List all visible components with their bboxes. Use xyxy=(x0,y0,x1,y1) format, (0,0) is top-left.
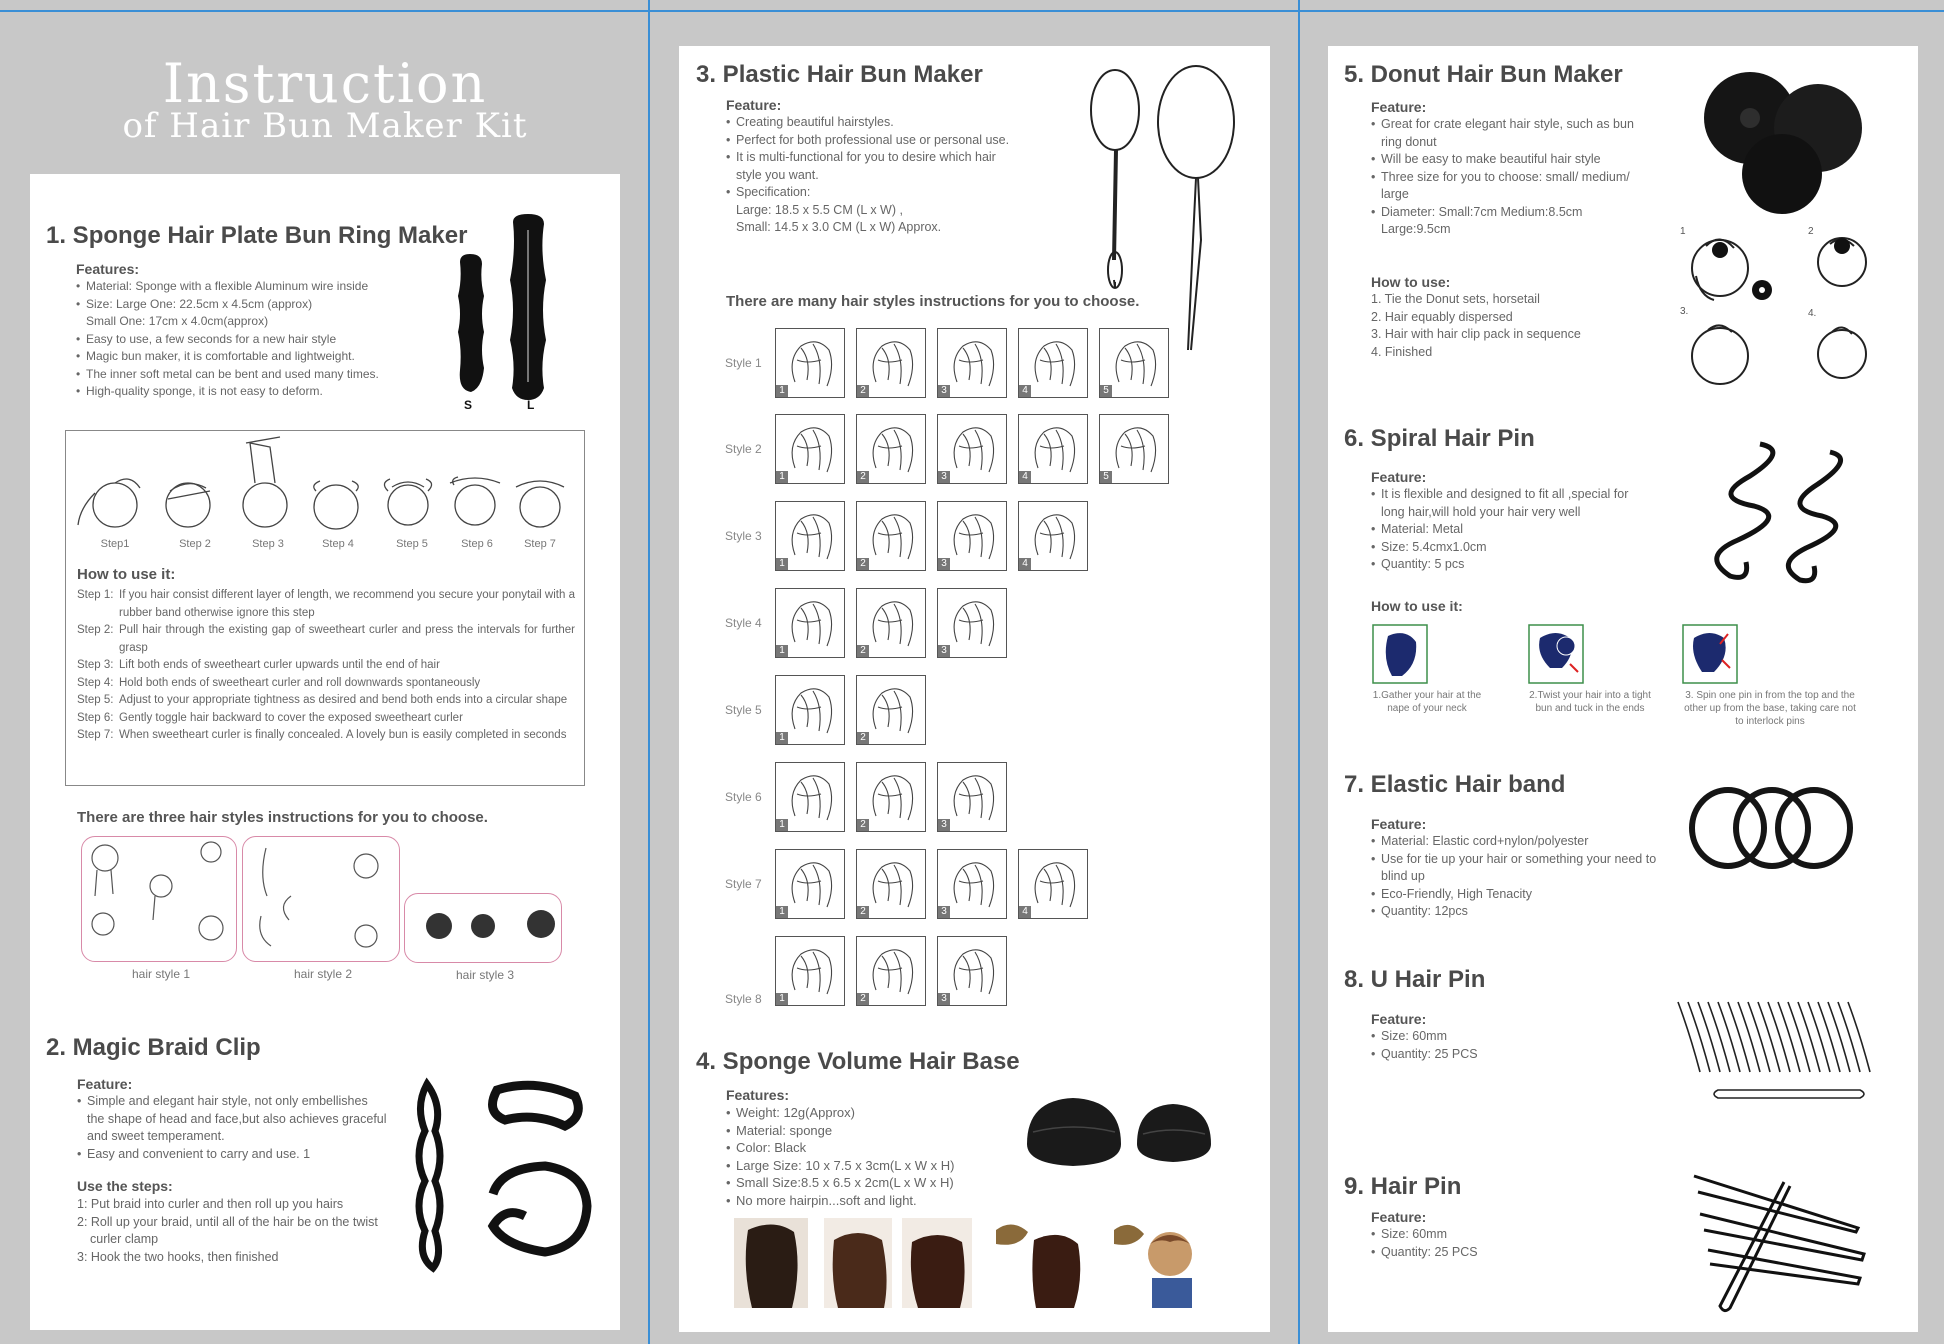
list-item: 3: Hook the two hooks, then finished xyxy=(77,1249,279,1264)
style-caption: hair style 2 xyxy=(293,967,353,981)
style-step-thumbnail xyxy=(775,762,845,832)
list-item: • Material: sponge xyxy=(726,1122,1026,1140)
style-step-thumbnail xyxy=(856,936,926,1006)
list-item: Small One: 17cm x 4.0cm(approx) xyxy=(86,314,269,328)
feature-label: Feature: xyxy=(1371,99,1427,115)
step-number: 1 xyxy=(776,819,788,831)
step-caption: Step 6 xyxy=(461,538,493,550)
step-key: Step 6: xyxy=(77,711,114,724)
section-heading: 1. Sponge Hair Plate Bun Ring Maker xyxy=(46,222,468,249)
style-step-thumbnail xyxy=(775,501,845,571)
step-number: 4 xyxy=(1019,558,1031,570)
list-item: • Weight: 12g(Approx) xyxy=(726,1104,1026,1122)
list-item: • No more hairpin...soft and light. xyxy=(726,1192,1026,1210)
step-text: If you hair consist different layer of length, we recommend you secure your ponytail with a rubber band otherwise ignore this step xyxy=(119,589,575,619)
step-number: 5 xyxy=(1100,471,1112,483)
style-step-thumbnail xyxy=(856,328,926,398)
sponge-bun-maker-icon xyxy=(440,210,570,415)
style-step-thumbnail xyxy=(937,501,1007,571)
step-number: 4 xyxy=(1019,906,1031,918)
list-item: • Material: Elastic cord+nylon/polyester xyxy=(1371,833,1661,851)
size-small-label: S xyxy=(464,398,473,412)
spiral-pin-icon xyxy=(1690,436,1860,586)
step-text: When sweetheart curler is finally concealed. A lovely bun is easily completed in seconds xyxy=(119,729,567,741)
style-label: Style 5 xyxy=(725,703,762,717)
features-label: Features: xyxy=(726,1087,790,1103)
style-step-thumbnail xyxy=(856,501,926,571)
step-number: 2 xyxy=(857,993,869,1005)
step-caption: Step1 xyxy=(100,538,130,550)
hair-style-sketches-icon xyxy=(81,836,561,962)
step-number: 1 xyxy=(776,993,788,1005)
features-list xyxy=(77,1093,387,1163)
donut-steps-sketch-icon xyxy=(1686,226,1876,396)
style-step-thumbnail xyxy=(937,328,1007,398)
list-item: • Size: Large One: 22.5cm x 4.5cm (approx) xyxy=(76,296,466,314)
style-label: Style 7 xyxy=(725,877,762,891)
features-list xyxy=(1371,833,1661,921)
section-heading: 5. Donut Hair Bun Maker xyxy=(1344,61,1623,88)
step-text: Pull hair through the existing gap of sweetheart curler and press the intervals for further grasp xyxy=(119,624,575,654)
step-key: Step 3: xyxy=(77,659,114,671)
list-item xyxy=(77,675,575,693)
list-item: • Small Size:8.5 x 6.5 x 2cm(L x W x H) xyxy=(726,1174,1026,1192)
step-key: Step 4: xyxy=(77,676,114,689)
style-step-thumbnail xyxy=(937,762,1007,832)
list-item: • Eco-Friendly, High Tenacity xyxy=(1371,886,1661,904)
features-list xyxy=(1371,486,1651,574)
step-number: 4 xyxy=(1019,471,1031,483)
list-item xyxy=(77,657,575,675)
step-key: Step 2: xyxy=(77,624,114,636)
step-key: Step 1: xyxy=(77,589,114,601)
list-item: • Material: Metal xyxy=(1371,521,1651,539)
donut-bun-icon xyxy=(1690,66,1880,216)
list-item: • The inner soft metal can be bent and used many times. xyxy=(76,366,466,384)
list-item: • Quantity: 25 PCS xyxy=(1371,1046,1571,1064)
howto-label: How to use it: xyxy=(1371,598,1463,614)
step-caption: Step 5 xyxy=(396,538,428,550)
features-list xyxy=(1371,116,1651,239)
features-label: Features: xyxy=(76,261,140,277)
step-number: 3 xyxy=(938,906,950,918)
step-text: Hold both ends of sweetheart curler and roll downwards spontaneously xyxy=(119,676,481,689)
style-step-thumbnail xyxy=(1018,328,1088,398)
features-list xyxy=(726,1104,1026,1209)
list-item xyxy=(77,622,575,657)
step-number: 2 xyxy=(857,819,869,831)
top-rule xyxy=(0,10,1944,12)
list-item: 1. Tie the Donut sets, horsetail xyxy=(1371,292,1540,306)
list-item: • Easy to use, a few seconds for a new hair style xyxy=(76,331,466,349)
list-item xyxy=(77,710,575,728)
list-item: • Creating beautiful hairstyles. xyxy=(726,114,1016,132)
style-step-thumbnail xyxy=(1099,328,1169,398)
list-item: • Magic bun maker, it is comfortable and lightweight. xyxy=(76,348,466,366)
bobby-pin-icon xyxy=(1690,1168,1870,1318)
list-item: • Large Size: 10 x 7.5 x 3cm(L x W x H) xyxy=(726,1157,1026,1175)
page-title: Instruction xyxy=(162,52,488,115)
list-item: Large: 18.5 x 5.5 CM (L x W) , xyxy=(736,202,903,217)
section-heading: 3. Plastic Hair Bun Maker xyxy=(696,61,983,88)
step-caption: 1.Gather your hair at the nape of your neck xyxy=(1372,690,1482,714)
list-item: • Simple and elegant hair style, not only embellishes the shape of head and face,but also achieves graceful and sweet temperament. xyxy=(77,1093,387,1146)
features-list xyxy=(1371,1028,1571,1063)
step-number: 1 xyxy=(776,558,788,570)
style-step-thumbnail xyxy=(937,936,1007,1006)
column-divider xyxy=(648,0,650,1344)
list-item: • Use for tie up your hair or something your need to blind up xyxy=(1371,851,1661,886)
howto-steps xyxy=(77,587,575,745)
step-number: 3 xyxy=(938,993,950,1005)
list-item: • Quantity: 12pcs xyxy=(1371,903,1661,921)
list-item xyxy=(77,587,575,622)
feature-label: Feature: xyxy=(1371,469,1427,485)
list-item xyxy=(77,692,575,710)
step-text: Gently toggle hair backward to cover the exposed sweetheart curler xyxy=(119,711,463,724)
figure-number: 2 xyxy=(1808,226,1814,237)
list-item: • Color: Black xyxy=(726,1139,1026,1157)
list-item: • Specification: xyxy=(726,184,1016,202)
list-item: • Great for crate elegant hair style, such as bun ring donut xyxy=(1371,116,1651,151)
howto-label: How to use: xyxy=(1371,274,1451,290)
step-number: 1 xyxy=(776,906,788,918)
list-item: • It is flexible and designed to fit all ,special for long hair,will hold your hair very well xyxy=(1371,486,1651,521)
section-heading: 9. Hair Pin xyxy=(1344,1173,1462,1200)
step-number: 2 xyxy=(857,385,869,397)
column-divider xyxy=(1298,0,1300,1344)
style-label: Style 6 xyxy=(725,790,762,804)
style-step-thumbnail xyxy=(937,849,1007,919)
style-step-thumbnail xyxy=(856,849,926,919)
style-label: Style 3 xyxy=(725,529,762,543)
style-step-thumbnail xyxy=(775,588,845,658)
list-item: • It is multi-functional for you to desire which hair style you want. xyxy=(726,149,1016,184)
list-item: Small: 14.5 x 3.0 CM (L x W) Approx. xyxy=(736,220,942,234)
step-number: 1 xyxy=(776,385,788,397)
step-text: Adjust to your appropriate tightness as desired and bend both ends into a circular shape xyxy=(119,694,568,706)
step-key: Step 5: xyxy=(77,694,114,706)
steps-list xyxy=(1371,291,1671,361)
style-label: Style 8 xyxy=(725,992,762,1006)
section-heading: 4. Sponge Volume Hair Base xyxy=(696,1048,1020,1075)
feature-label: Feature: xyxy=(1371,1011,1427,1027)
style-caption: hair style 3 xyxy=(455,968,515,982)
style-step-thumbnail xyxy=(1018,849,1088,919)
list-item: • Easy and convenient to carry and use. 1 xyxy=(77,1146,387,1164)
step-number: 3 xyxy=(938,819,950,831)
style-step-thumbnail xyxy=(856,675,926,745)
section-heading: 6. Spiral Hair Pin xyxy=(1344,425,1535,452)
style-step-thumbnail xyxy=(1018,501,1088,571)
features-list xyxy=(1371,1226,1571,1261)
figure-number: 1 xyxy=(1680,226,1686,237)
step-illustrations-icon xyxy=(70,433,580,533)
step-number: 2 xyxy=(857,906,869,918)
feature-label: Feature: xyxy=(726,97,782,113)
step-number: 2 xyxy=(857,471,869,483)
feature-label: Feature: xyxy=(1371,1209,1427,1225)
topsy-tail-loop-icon xyxy=(1085,60,1255,360)
howto-label: How to use it: xyxy=(77,566,176,583)
step-caption: Step 7 xyxy=(524,538,556,550)
list-item: 4. Finished xyxy=(1371,344,1433,359)
list-item: • Size: 60mm xyxy=(1371,1226,1571,1244)
list-item: • Quantity: 25 PCS xyxy=(1371,1244,1571,1262)
step-number: 1 xyxy=(776,732,788,744)
list-item: 2: Roll up your braid, until all of the hair be on the twist curler clamp xyxy=(77,1214,378,1246)
styles-heading: There are many hair styles instructions for you to choose. xyxy=(726,293,1140,310)
list-item: • Material: Sponge with a flexible Aluminum wire inside xyxy=(76,278,466,296)
page-subtitle: of Hair Bun Maker Kit xyxy=(122,106,528,146)
list-item: • Three size for you to choose: small/ medium/ large xyxy=(1371,169,1651,204)
step-number: 3 xyxy=(938,471,950,483)
features-list xyxy=(726,114,1016,237)
spiral-step-3-icon xyxy=(1682,624,1738,684)
style-step-thumbnail xyxy=(856,414,926,484)
list-item: 1: Put braid into curler and then roll up you hairs xyxy=(77,1197,344,1211)
features-list xyxy=(76,278,466,401)
steps-list xyxy=(77,1196,407,1266)
feature-label: Feature: xyxy=(1371,816,1427,832)
style-step-thumbnail xyxy=(1018,414,1088,484)
style-caption: hair style 1 xyxy=(131,967,191,981)
list-item: • Will be easy to make beautiful hair style xyxy=(1371,151,1651,169)
step-number: 2 xyxy=(857,558,869,570)
step-caption: Step 3 xyxy=(252,538,284,550)
section-heading: 7. Elastic Hair band xyxy=(1344,771,1566,798)
u-hair-pin-icon xyxy=(1674,994,1874,1104)
step-number: 1 xyxy=(776,645,788,657)
size-large-label: L xyxy=(527,398,535,412)
style-step-thumbnail xyxy=(937,414,1007,484)
list-item: • Size: 60mm xyxy=(1371,1028,1571,1046)
list-item: 3. Hair with hair clip pack in sequence xyxy=(1371,327,1581,341)
style-step-thumbnail xyxy=(775,849,845,919)
section-heading: 8. U Hair Pin xyxy=(1344,966,1486,993)
list-item xyxy=(77,727,575,745)
step-number: 5 xyxy=(1100,385,1112,397)
step-number: 2 xyxy=(857,645,869,657)
section-heading: 2. Magic Braid Clip xyxy=(46,1034,261,1061)
style-step-thumbnail xyxy=(856,588,926,658)
style-label: Style 2 xyxy=(725,442,762,456)
figure-number: 3. xyxy=(1680,306,1689,317)
braid-clip-icon xyxy=(405,1076,605,1276)
feature-label: Feature: xyxy=(77,1076,133,1092)
spiral-step-2-icon xyxy=(1528,624,1584,684)
step-number: 3 xyxy=(938,385,950,397)
step-key: Step 7: xyxy=(77,729,114,741)
step-caption: 3. Spin one pin in from the top and the other up from the base, taking care not to interlock pins xyxy=(1684,690,1856,727)
step-number: 4 xyxy=(1019,385,1031,397)
style-step-thumbnail xyxy=(1099,414,1169,484)
step-caption: Step 2 xyxy=(179,538,211,550)
list-item: • Quantity: 5 pcs xyxy=(1371,556,1651,574)
style-label: Style 1 xyxy=(725,356,762,370)
styles-heading: There are three hair styles instructions for you to choose. xyxy=(77,809,488,826)
step-text: Lift both ends of sweetheart curler upwards until the end of hair xyxy=(119,659,440,671)
step-caption: 2.Twist your hair into a tight bun and tuck in the ends xyxy=(1529,690,1651,714)
spiral-step-1-icon xyxy=(1372,624,1428,684)
list-item: • Size: 5.4cmx1.0cm xyxy=(1371,539,1651,557)
style-step-thumbnail xyxy=(775,936,845,1006)
list-item: • Perfect for both professional use or personal use. xyxy=(726,132,1016,150)
style-label: Style 4 xyxy=(725,616,762,630)
hair-photos-icon xyxy=(734,1218,1214,1308)
step-number: 2 xyxy=(857,732,869,744)
list-item: • High-quality sponge, it is not easy to deform. xyxy=(76,383,466,401)
style-step-thumbnail xyxy=(775,328,845,398)
style-step-thumbnail xyxy=(937,588,1007,658)
figure-number: 4. xyxy=(1808,308,1817,319)
style-step-thumbnail xyxy=(775,675,845,745)
style-step-thumbnail xyxy=(775,414,845,484)
step-number: 3 xyxy=(938,558,950,570)
volume-base-icon xyxy=(1025,1092,1225,1172)
steps-label: Use the steps: xyxy=(77,1178,173,1194)
style-step-thumbnail xyxy=(856,762,926,832)
list-item: • Diameter: Small:7cm Medium:8.5cm Large:9.5cm xyxy=(1371,204,1651,239)
step-number: 3 xyxy=(938,645,950,657)
list-item: 2. Hair equably dispersed xyxy=(1371,309,1513,324)
elastic-band-icon xyxy=(1686,782,1856,872)
step-number: 1 xyxy=(776,471,788,483)
step-caption: Step 4 xyxy=(322,538,354,550)
